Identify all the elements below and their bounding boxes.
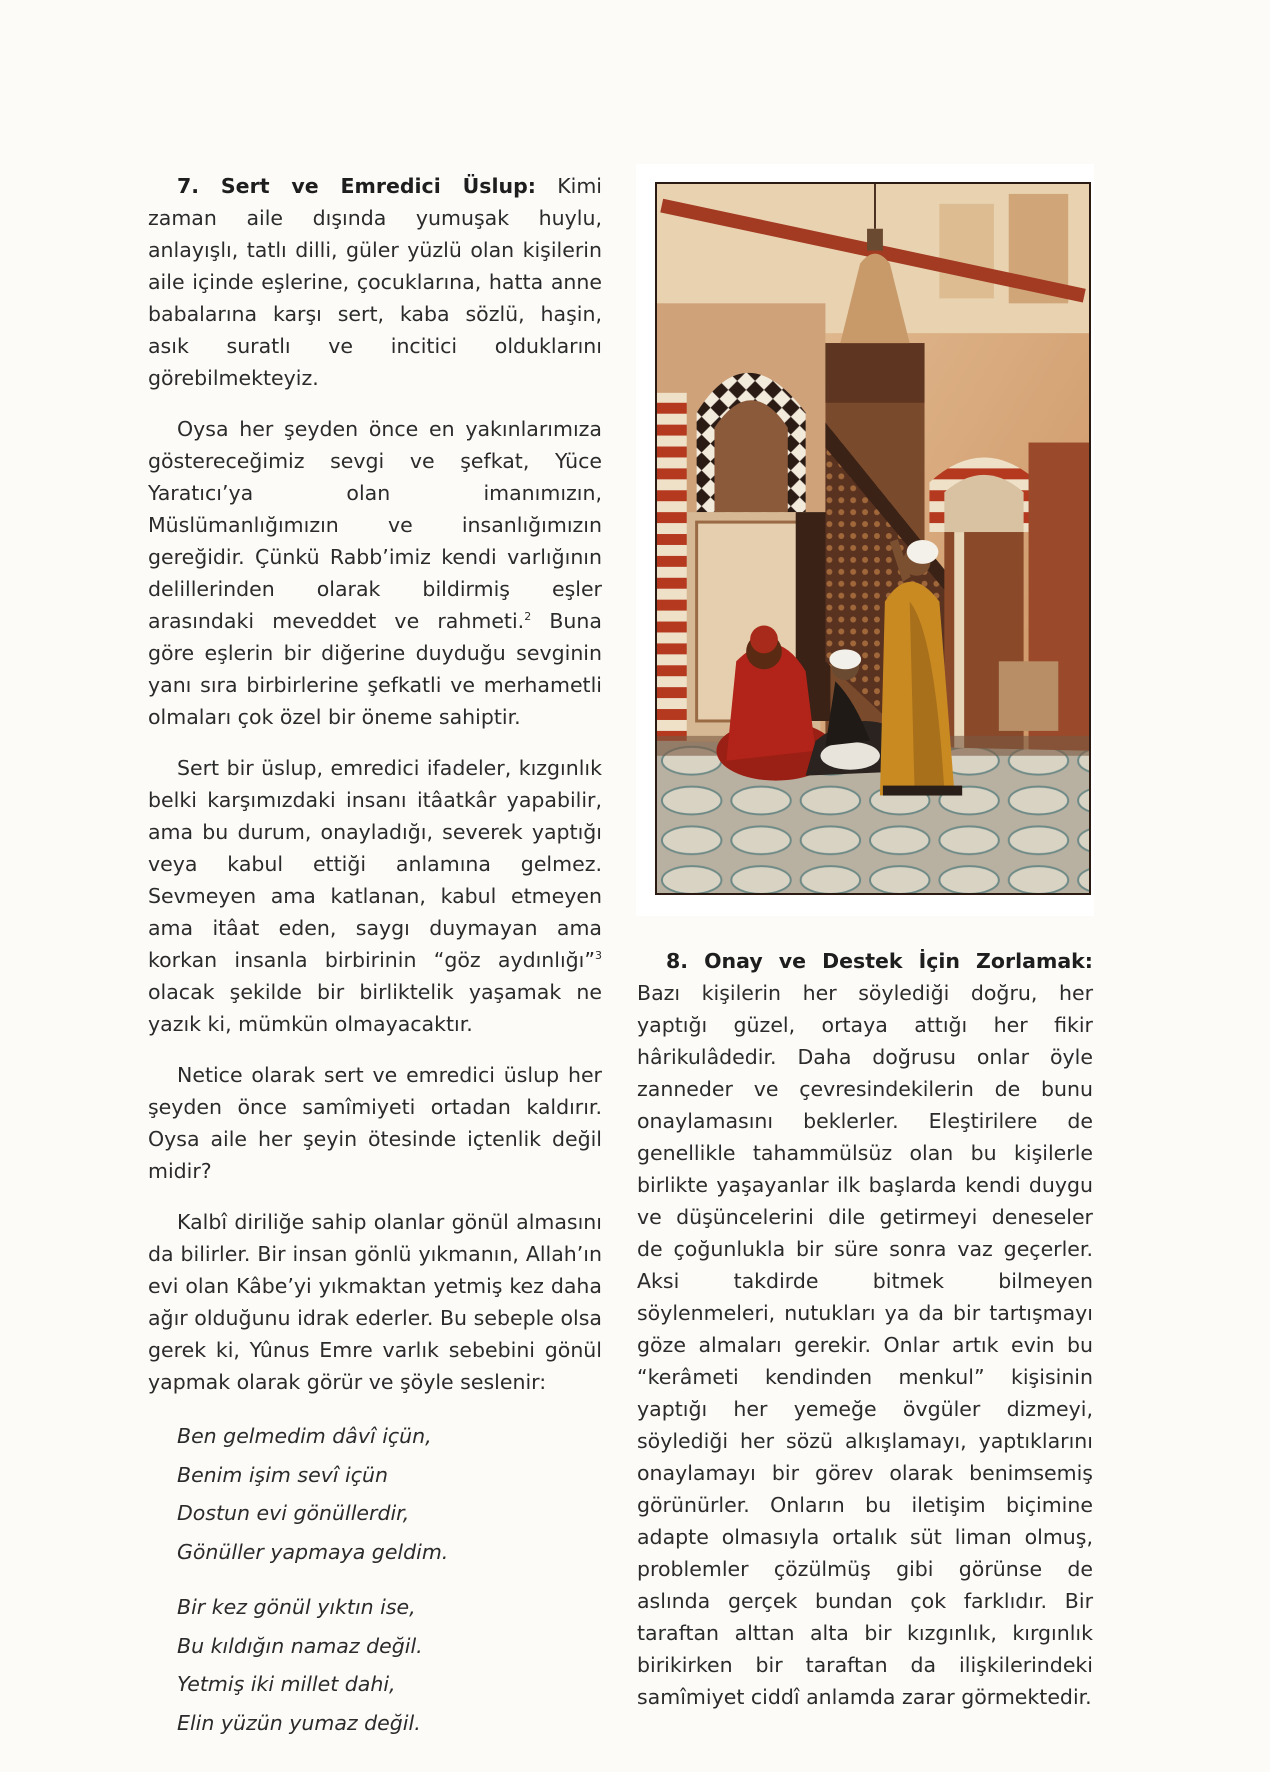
poem-line: Bir kez gönül yıktın ise, bbox=[177, 1595, 416, 1619]
footnote-ref-2: 2 bbox=[524, 610, 532, 624]
poem-stanza-2 bbox=[177, 1588, 602, 1742]
paragraph-2-text-end: Buna göre eşlerin bir diğerine duyduğu sevginin yanı sıra birbirlerine şefkatli ve merhametli olmaları çok özel bir öneme sahiptir. bbox=[148, 609, 602, 729]
left-column bbox=[148, 170, 602, 1759]
paragraph-2-text: Oysa her şeyden önce en yakınlarımıza göstereceğimiz sevgi ve şefkat, Yüce Yaratıcı’ya olan imanımızın, Müslümanlığımızın ve insanlığımızın gereğidir. Çünkü Rabb’imiz kendi varlığının delillerinden olarak bildirmiş eşler arasındaki meveddet ve rahmeti. bbox=[148, 417, 602, 633]
paragraph-3-text: Sert bir üslup, emredici ifadeler, kızgınlık belki karşımızdaki insanı itâatkâr yapabilir, ama bu durum, onayladığı, severek yaptığı veya kabul ettiği anlamına gelmez. Sevmeyen ama katlanan, kabul etmeyen ama itâat eden, saygı duymayan ama korkan insanla birbirinin “göz aydınlığı” bbox=[148, 756, 602, 972]
poem-line: Dostun evi gönüllerdir, bbox=[177, 1501, 410, 1525]
poem-line: Benim işim sevî içün bbox=[177, 1462, 388, 1487]
poem-stanza-1 bbox=[177, 1417, 602, 1571]
paragraph-3 bbox=[148, 752, 602, 1040]
poem-line: Yetmiş iki millet dahi, bbox=[177, 1672, 396, 1696]
poem-line: Elin yüzün yumaz değil. bbox=[177, 1710, 421, 1735]
paragraph-3-text-end: olacak şekilde bir birliktelik yaşamak ne yazık ki, mümkün olmayacaktır. bbox=[148, 980, 602, 1036]
painting-figure bbox=[636, 164, 1094, 916]
paragraph-4: Netice olarak sert ve emredici üslup her şeyden önce samîmiyeti ortadan kaldırır. Oysa aile her şeyin ötesinde içtenlik değil midir? bbox=[148, 1063, 602, 1183]
footnote-ref-3: 3 bbox=[595, 949, 602, 963]
paragraph-5: Kalbî diriliğe sahip olanlar gönül almasını da bilirler. Bir insan gönlü yıkmanın, Allah’ın evi olan Kâbe’yi yıkmaktan yetmiş kez daha ağır olduğunu idrak ederler. Bu sebeple olsa gerek ki, Yûnus Emre varlık sebebini gönül yapmak olarak görür ve şöyle seslenir: bbox=[148, 1210, 602, 1394]
section-8-heading: 8. Onay ve Destek İçin Zorlamak: bbox=[666, 949, 1093, 973]
section-8-text: Bazı kişilerin her söylediği doğru, her yaptığı güzel, ortaya attığı her fikir hârikulâdedir. Daha doğrusu onlar öyle zanneder ve çevresindekilerin de bunu onaylamasını beklerler. Eleştirilere de genellikle tahammülsüz olan bu kişilerle birlikte yaşayanlar ilk başlarda kendi duygu ve düşüncelerini dile getirmeyi deneseler de çoğunlukla bir süre sonra vaz geçerler. Aksi takdirde bitmek bilmeyen söylenmeleri, nutukları ya da bir tartışmayı göze almaları gerekir. Onlar artık evin bu “kerâmeti kendinden menkul” kişisinin yaptığı her yemeğe övgüler dizmeyi, söylediği her sözü alkışlamayı, yaptıklarını onaylamayı bir görev olarak benimsemiş görünürler. Onların bu iletişim biçimine adapte olmasıyla ortalık süt liman olmuş, problemler çözülmüş gibi görünse de aslında gerçek bundan çok farklıdır. Bir taraftan alttan alta bir kızgınlık, kırgınlık birikirken bir taraftan da ilişkilerindeki samîmiyet ciddî anlamda zarar görmektedir. bbox=[637, 981, 1093, 1709]
poem-line: Bu kıldığın namaz değil. bbox=[177, 1633, 423, 1658]
poem-line: Ben gelmedim dâvî içün, bbox=[177, 1424, 432, 1448]
section-7-heading: 7. Sert ve Emredici Üslup: bbox=[177, 174, 536, 198]
mosque-interior-painting-icon bbox=[657, 184, 1089, 893]
paragraph-2 bbox=[148, 413, 602, 733]
section-8-paragraph bbox=[637, 945, 1093, 1713]
right-column bbox=[637, 945, 1093, 1732]
poem-line: Gönüller yapmaya geldim. bbox=[177, 1539, 449, 1564]
section-7-paragraph bbox=[148, 170, 602, 394]
section-7-text: Kimi zaman aile dışında yumuşak huylu, anlayışlı, tatlı dilli, güler yüzlü olan kişilerin aile içinde eşlerine, çocuklarına, hatta anne babalarına karşı sert, kaba sözlü, haşin, asık suratlı ve incitici olduklarını görebilmekteyiz. bbox=[148, 174, 602, 390]
painting-frame bbox=[655, 182, 1091, 895]
